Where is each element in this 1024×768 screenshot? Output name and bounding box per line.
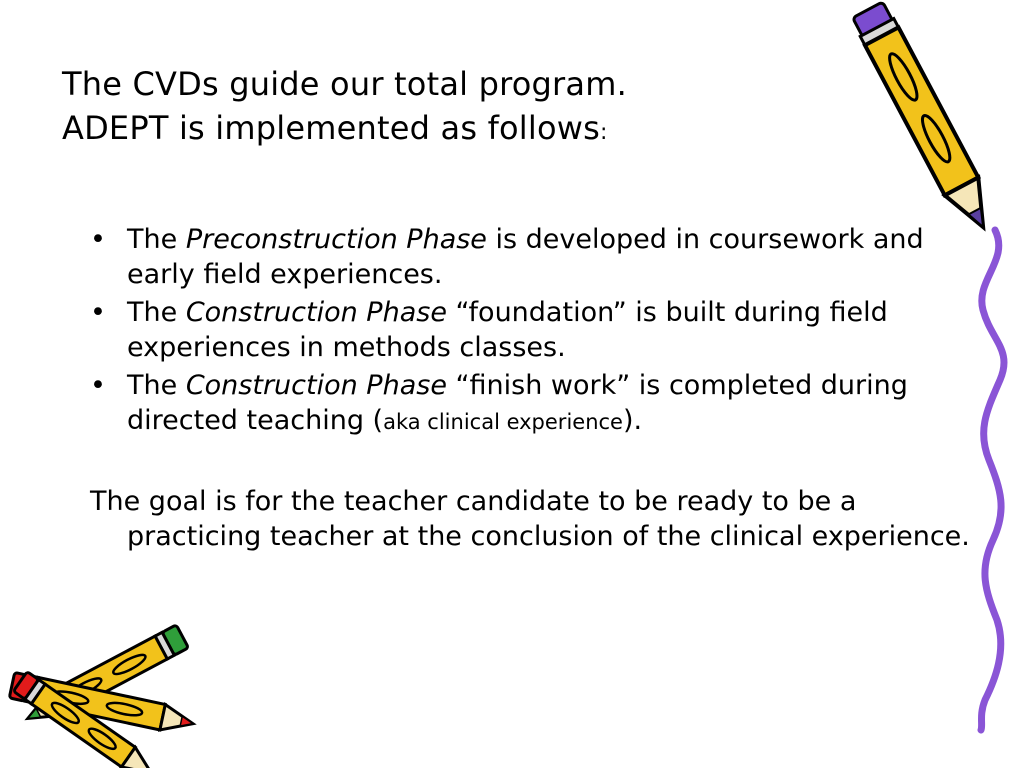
bullet-pre: The bbox=[127, 370, 186, 401]
goal-paragraph: The goal is for the teacher candidate to be ready to be a practicing teacher at the conclusion of the clinical experience. bbox=[90, 486, 970, 552]
bullet-post: is developed in coursework and early field experiences. bbox=[127, 224, 924, 290]
pencil-body bbox=[865, 27, 978, 195]
bullet-pre: The bbox=[127, 297, 186, 328]
bullet-end: ). bbox=[622, 405, 643, 436]
bullet-dot-icon: • bbox=[90, 224, 106, 255]
bullet-item bbox=[90, 368, 940, 440]
bullet-post: “finish work” is completed during directed teaching ( bbox=[127, 370, 908, 436]
slide-title bbox=[62, 62, 627, 155]
crossed-pencils-icon bbox=[0, 615, 210, 765]
title-line-2 bbox=[62, 106, 627, 155]
pencil-icon bbox=[850, 0, 1010, 250]
title-line-2-text: ADEPT is implemented as follows bbox=[62, 109, 601, 147]
bullet-dot-icon: • bbox=[90, 297, 106, 328]
bullet-post: “foundation” is built during field experiences in methods classes. bbox=[127, 297, 888, 363]
bullet-item bbox=[90, 222, 940, 292]
bullet-phase: Preconstruction Phase bbox=[185, 224, 487, 255]
bullet-dot-icon: • bbox=[90, 370, 106, 401]
bullet-item bbox=[90, 295, 940, 365]
bullet-pre: The bbox=[127, 224, 186, 255]
bullet-phase: Construction Phase bbox=[185, 370, 447, 401]
title-colon: : bbox=[600, 120, 608, 145]
bullet-aside: aka clinical experience bbox=[383, 410, 623, 434]
bullet-list bbox=[90, 222, 940, 443]
wavy-border-line bbox=[955, 230, 1015, 730]
bullet-phase: Construction Phase bbox=[185, 297, 447, 328]
title-line-1: The CVDs guide our total program. bbox=[62, 65, 627, 103]
